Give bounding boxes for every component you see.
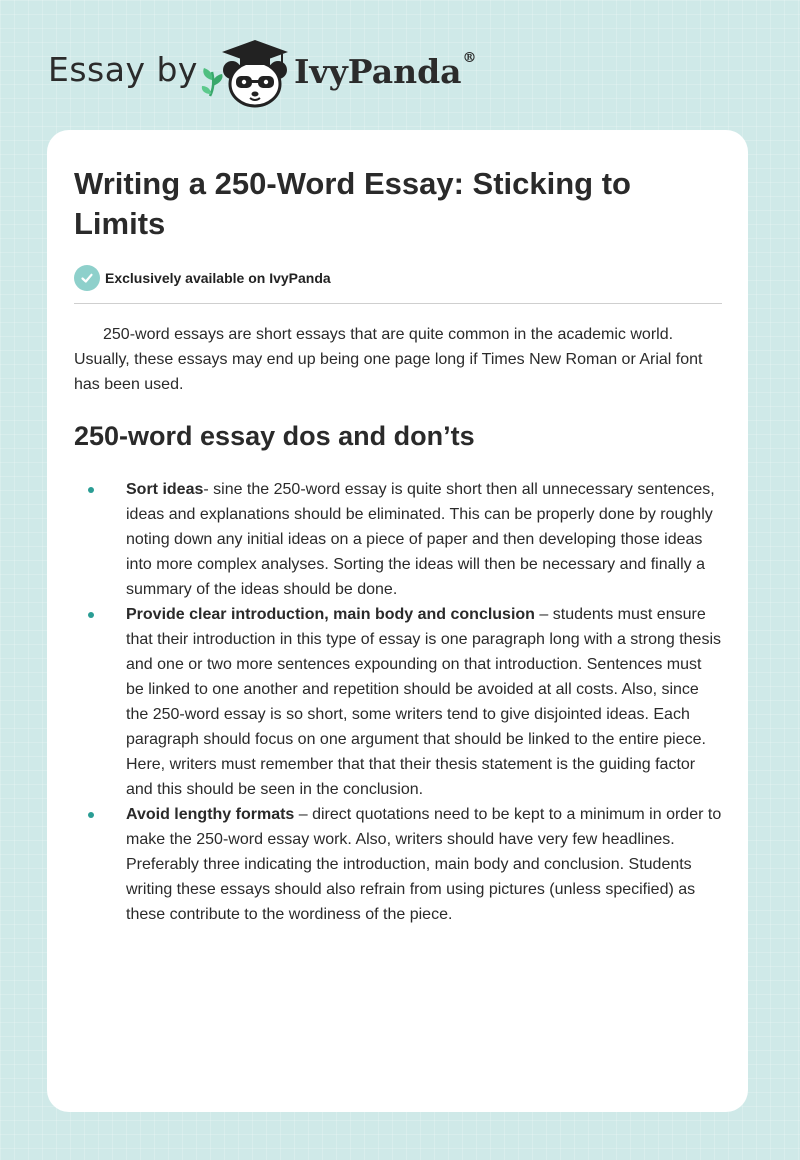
brand-name-text: IvyPanda [294, 52, 462, 91]
bullet-icon [88, 812, 94, 818]
list-item [74, 602, 722, 802]
brand-name [294, 52, 477, 91]
panda-graduate-logo-icon[interactable] [200, 34, 296, 110]
divider [74, 303, 722, 304]
intro-paragraph: 250-word essays are short essays that are quite common in the academic world. Usually, these essays may end up being one page long if Times New Roman or Arial font has been used. [74, 326, 703, 393]
list-item-lead: Sort ideas [126, 481, 204, 498]
list-item-lead: Avoid lengthy formats [126, 806, 295, 823]
list-item-text: – direct quotations need to be kept to a minimum in order to make the 250-word essay work. Also, writers should have very few headlines. Preferably three indicating the introduction, main body and conclusion. Students writing these essays should also refrain from using pictures (unless specified) as these contribute to the wordiness of the piece. [126, 806, 722, 923]
brand-prefix: Essay by [48, 50, 198, 89]
list-item-text: - sine the 250-word essay is quite short then all unnecessary sentences, ideas and explanations should be eliminated. This can be properly done by roughly noting down any initial ideas on a piece of paper and then developing those ideas into more complex analyses. Sorting the ideas will then be necessary and finally a summary of the ideas should be done. [126, 481, 715, 598]
dos-donts-list [74, 477, 722, 927]
page-title: Writing a 250-Word Essay: Sticking to Limits [74, 166, 631, 241]
site-header [48, 34, 508, 114]
exclusive-notice [74, 264, 722, 292]
list-item [74, 477, 722, 602]
section-heading: 250-word essay dos and don’ts [74, 421, 475, 451]
list-item [74, 802, 722, 927]
bullet-icon [88, 612, 94, 618]
list-item-text: – students must ensure that their introduction in this type of essay is one paragraph long with a strong thesis and one or two more sentences expounding on that introduction. Sentences must be linked to one another and repetition should be avoided at all costs. Also, since the 250-word essay is so short, some writers tend to give disjointed ideas. Each paragraph should focus on one argument that should be linked to the entire piece. Here, writers must remember that that their thesis statement is the guiding factor and this should be seen in the conclusion. [126, 606, 722, 798]
registered-mark: ® [462, 50, 477, 66]
essay-card [47, 130, 748, 1112]
list-item-lead: Provide clear introduction, main body and conclusion [126, 606, 535, 623]
check-icon [74, 265, 100, 291]
bullet-icon [88, 487, 94, 493]
exclusive-label: Exclusively available on IvyPanda [105, 270, 331, 286]
